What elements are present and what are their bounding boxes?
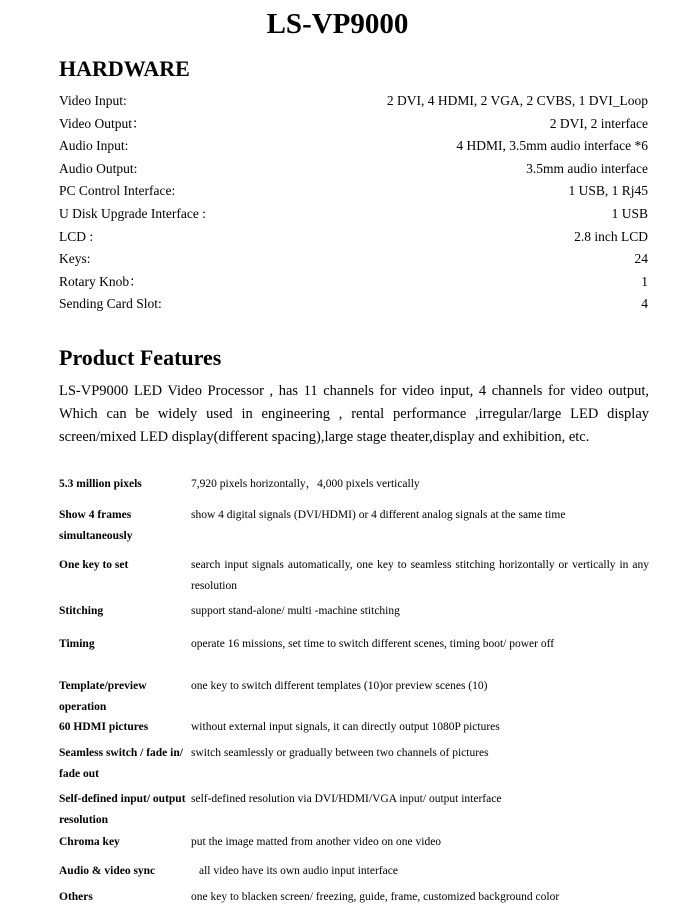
- spec-value: 1: [641, 273, 648, 289]
- spec-value: 1 USB, 1 Rj45: [568, 183, 648, 199]
- feature-desc: self-defined resolution via DVI/HDMI/VGA input/ output interface: [191, 793, 502, 805]
- spec-value: 2.8 inch LCD: [574, 228, 648, 244]
- feature-label: Stitching: [59, 605, 104, 617]
- feature-label: Others: [59, 891, 93, 903]
- spec-label: U Disk Upgrade Interface :: [59, 205, 206, 221]
- spec-row-video-input: [59, 90, 648, 113]
- feature-desc: all video have its own audio input interface: [199, 865, 398, 877]
- feature-desc: 7,920 pixels horizontally，4,000 pixels vertically: [191, 478, 420, 490]
- feature-desc: one key to switch different templates (10)or preview scenes (10): [191, 680, 488, 692]
- feature-label: One key to set: [59, 559, 129, 571]
- feature-label: Template/preview operation: [59, 680, 147, 713]
- feature-label: Self-defined input/ output resolution: [59, 793, 186, 826]
- spec-row-audio-input: [59, 135, 648, 158]
- spec-value: 2 DVI, 4 HDMI, 2 VGA, 2 CVBS, 1 DVI_Loop: [386, 93, 648, 108]
- spec-label: Audio Output:: [59, 160, 138, 176]
- feature-label: Show 4 frames simultaneously: [59, 509, 133, 542]
- feature-desc: operate 16 missions, set time to switch different scenes, timing boot/ power off: [191, 638, 555, 650]
- feature-label: Timing: [59, 638, 95, 650]
- feature-desc: show 4 digital signals (DVI/HDMI) or 4 different analog signals at the same time: [191, 509, 566, 521]
- spec-value: 4: [641, 296, 648, 312]
- spec-label: PC Control Interface:: [59, 183, 176, 199]
- feature-label: 60 HDMI pictures: [59, 721, 149, 733]
- spec-label: LCD :: [59, 228, 94, 244]
- spec-label: Sending Card Slot:: [59, 296, 162, 312]
- spec-label: Keys:: [59, 251, 91, 267]
- spec-value: 4 HDMI, 3.5mm audio interface *6: [456, 138, 648, 154]
- spec-row-video-output: [59, 113, 648, 136]
- feature-label: Seamless switch / fade in/ fade out: [59, 747, 183, 780]
- spec-label: Audio Input:: [59, 138, 129, 154]
- hardware-spec-list: [59, 90, 648, 316]
- spec-label: Video Output：: [59, 115, 146, 131]
- spec-value: 2 DVI, 2 interface: [549, 115, 648, 131]
- feature-desc: without external input signals, it can directly output 1080P pictures: [191, 721, 500, 733]
- hardware-heading: HARDWARE: [59, 56, 190, 81]
- spec-row-u-disk-upgrade: [59, 203, 648, 226]
- spec-value: 3.5mm audio interface: [526, 160, 648, 176]
- spec-value: 1 USB: [611, 205, 648, 221]
- feature-label: Audio & video sync: [59, 865, 156, 877]
- spec-row-lcd: [59, 226, 648, 249]
- spec-row-audio-output: [59, 158, 648, 181]
- feature-label: 5.3 million pixels: [59, 478, 142, 490]
- spec-row-rotary-knob: [59, 271, 648, 294]
- feature-desc: one key to blacken screen/ freezing, guide, frame, customized background color: [191, 891, 560, 903]
- spec-label: Rotary Knob：: [59, 273, 143, 289]
- spec-value: 24: [634, 251, 648, 267]
- feature-desc: switch seamlessly or gradually between two channels of pictures: [191, 747, 489, 759]
- page-title: LS-VP9000: [266, 8, 409, 40]
- spec-row-keys: [59, 248, 648, 271]
- feature-desc: support stand-alone/ multi -machine stitching: [191, 605, 400, 617]
- spec-row-pc-control: [59, 180, 648, 203]
- spec-label: Video Input:: [59, 93, 127, 108]
- spec-row-sending-card-slot: [59, 293, 648, 316]
- feature-desc: search input signals automatically, one key to seamless stitching horizontally or vertically in any resolution: [191, 559, 649, 592]
- product-features-heading: Product Features: [59, 345, 222, 370]
- feature-label: Chroma key: [59, 836, 120, 848]
- feature-desc: put the image matted from another video on one video: [191, 836, 442, 848]
- product-intro-paragraph: LS-VP9000 LED Video Processor , has 11 channels for video input, 4 channels for video output, Which can be widely used in engineering , rental performance ,irregular/large LED display screen/mixed LED display(different spacing),large stage theater,display and exhibition, etc.: [59, 383, 649, 445]
